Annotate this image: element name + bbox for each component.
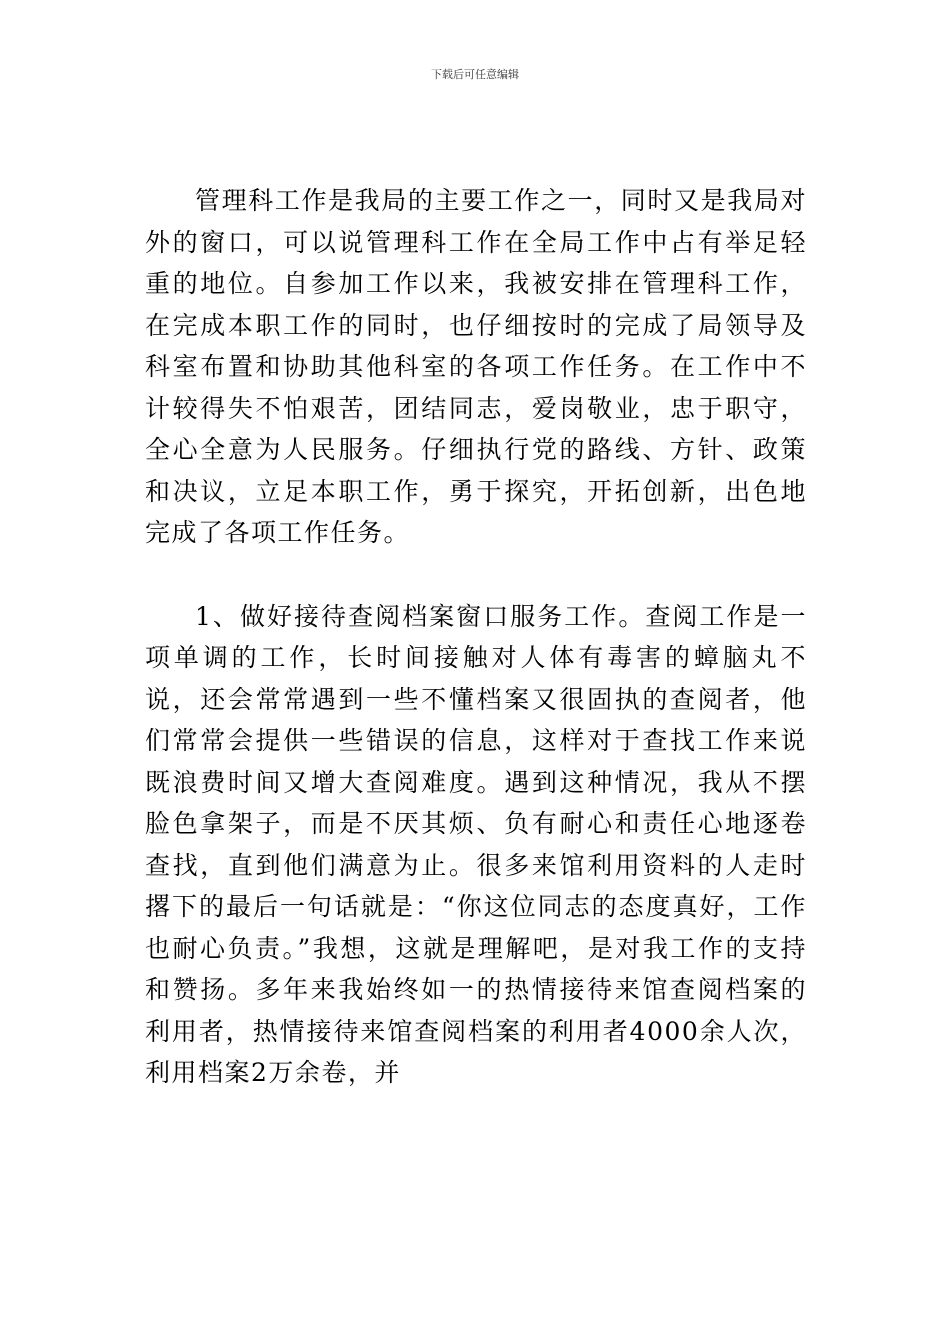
- paragraph-intro: 管理科工作是我局的主要工作之一，同时又是我局对外的窗口，可以说管理科工作在全局工作中占有举足轻重的地位。自参加工作以来，我被安排在管理科工作，在完成本职工作的同时，也仔细按时的完成了局领导及科室布置和协助其他科室的各项工作任务。在工作中不计较得失不怕艰苦，团结同志，爱岗敬业，忠于职守，全心全意为人民服务。仔细执行党的路线、方针、政策和决议，立足本职工作，勇于探究，开拓创新，出色地完成了各项工作任务。: [145, 186, 807, 547]
- paragraph-item-1: 1、做好接待查阅档案窗口服务工作。查阅工作是一项单调的工作，长时间接触对人体有毒害的蟑脑丸不说，还会常常遇到一些不懂档案又很固执的查阅者，他们常常会提供一些错误的信息，这样对于查找工作来说既浪费时间又增大查阅难度。遇到这种情况，我从不摆脸色拿架子，而是不厌其烦、负有耐心和责任心地逐卷查找，直到他们满意为止。很多来馆利用资料的人走时撂下的最后一句话就是：“你这位同志的态度真好，工作也耐心负责。”我想，这就是理解吧，是对我工作的支持和赞扬。多年来我始终如一的热情接待来馆查阅档案的利用者，热情接待来馆查阅档案的利用者4000余人次，利用档案2万余卷，并: [145, 601, 807, 1087]
- page-header: 下载后可任意编辑: [431, 68, 519, 81]
- document-body: [145, 180, 807, 1094]
